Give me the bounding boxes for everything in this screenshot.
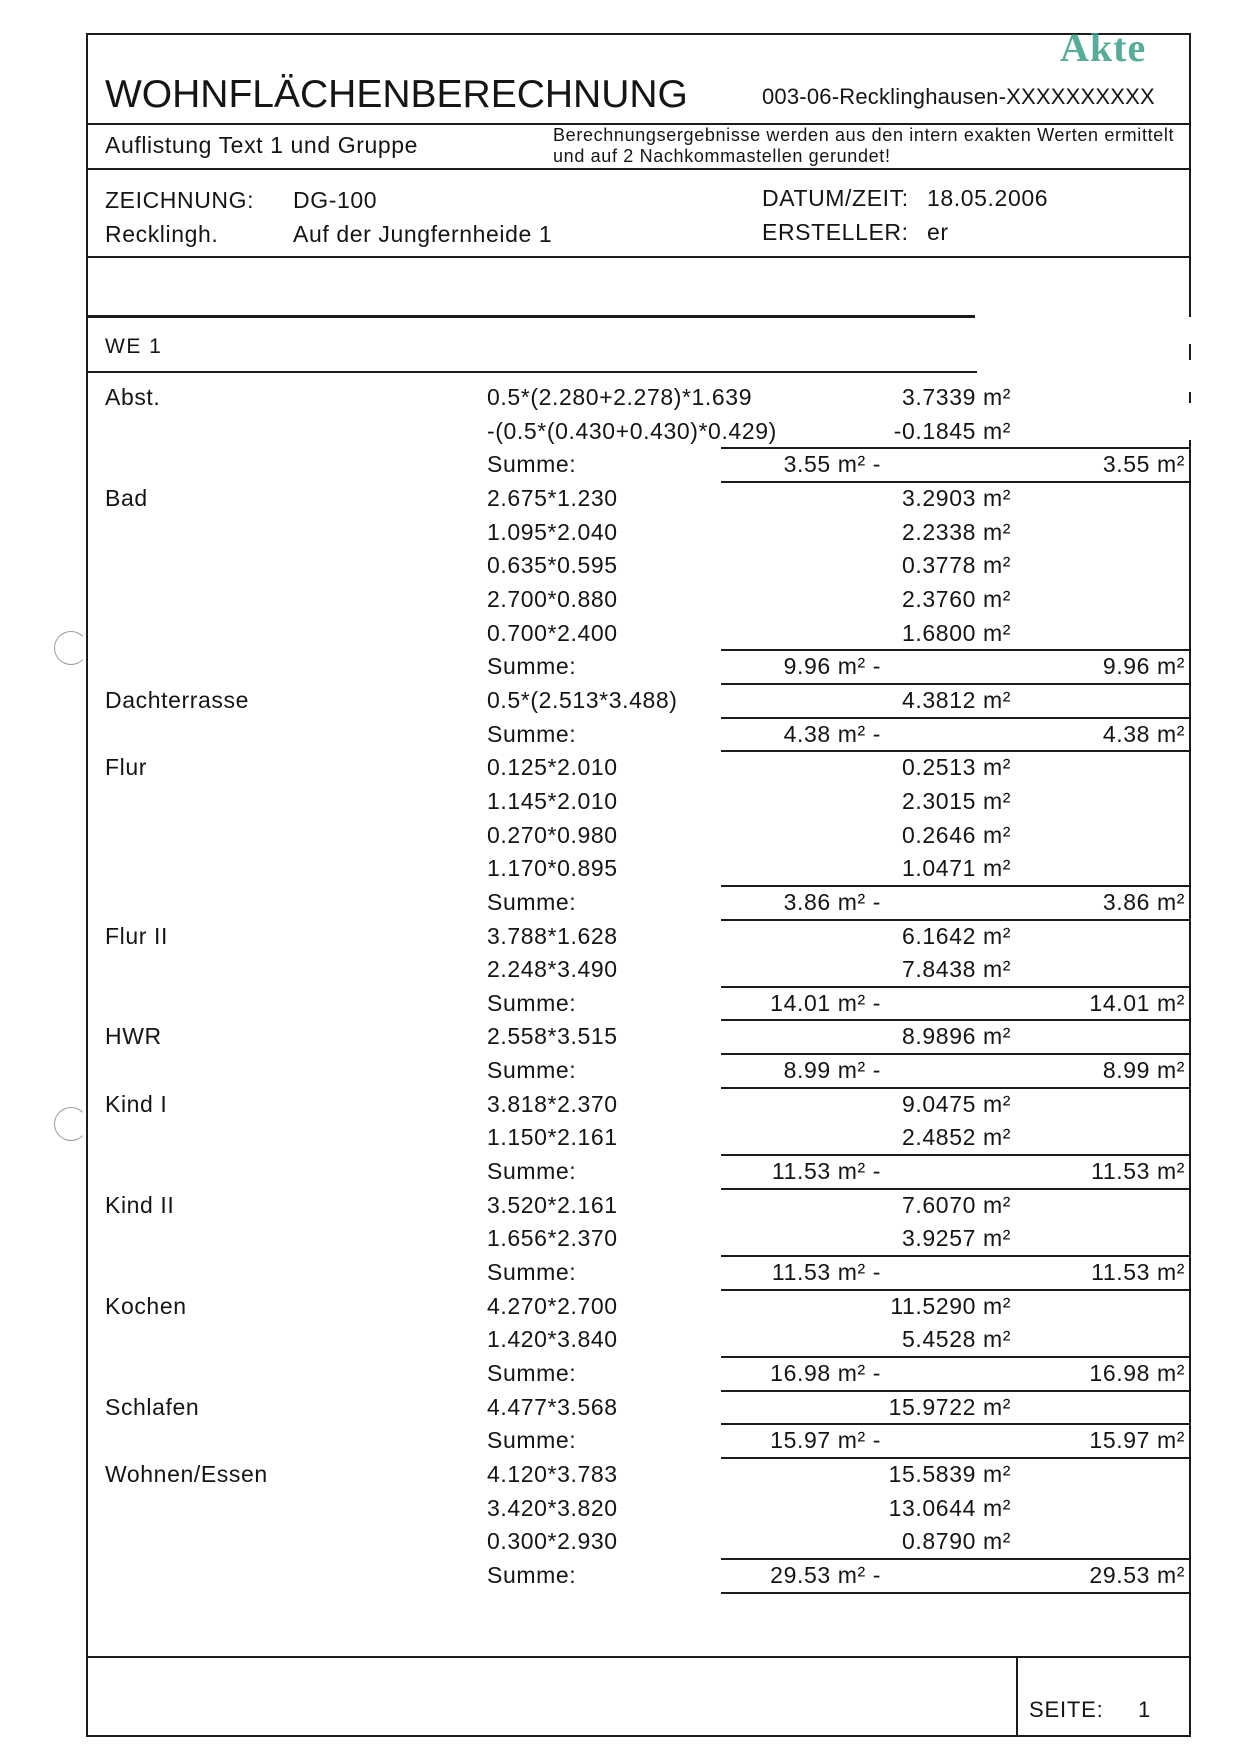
page-label: SEITE: [1029,1697,1104,1722]
partial-area: 15.9722 m² [888,1393,1011,1420]
partial-area: 0.3778 m² [902,552,1011,579]
room-total: 11.53 m² [1091,1158,1185,1185]
calc-row [0,751,1240,785]
drawing-label: ZEICHNUNG: [105,187,255,213]
subtitle: Auflistung Text 1 und Gruppe [105,132,419,158]
calc-row [0,684,1240,718]
subtotal: 4.38 m² - [783,720,881,747]
room-name: Dachterrasse [105,686,249,713]
formula: 2.558*3.515 [487,1023,618,1050]
calc-row [0,1222,1240,1256]
calc-row [0,852,1240,886]
calc-row [0,1458,1240,1492]
footer-divider [87,1656,1191,1658]
partial-area: 1.6800 m² [902,619,1011,646]
sum-row [0,886,1240,920]
partial-area: 1.0471 m² [902,855,1011,882]
partial-area: 11.5290 m² [890,1292,1011,1319]
partial-area: 0.8790 m² [902,1528,1011,1555]
rounding-note-line-1: Berechnungsergebnisse werden aus den intern exakten Werten ermittelt [553,125,1175,145]
room-name: Wohnen/Essen [105,1461,268,1487]
calc-row [0,1020,1240,1054]
formula: 1.150*2.161 [487,1124,618,1151]
partial-area: 8.9896 m² [902,1023,1011,1050]
partial-area: 13.0644 m² [888,1494,1011,1521]
project-id: 003-06-Recklinghausen-XXXXXXXXXX [762,84,1155,109]
formula: 2.700*0.880 [487,585,618,612]
partial-area: -0.1845 m² [893,417,1011,444]
sum-label: Summe: [487,1057,577,1084]
partial-area: 2.4852 m² [902,1124,1011,1151]
calc-row [0,549,1240,583]
calc-row [0,516,1240,550]
info-divider [87,256,1191,258]
sum-label: Summe: [487,1427,577,1454]
formula: -(0.5*(0.430+0.430)*0.429) [487,417,777,444]
room-total: 4.38 m² [1102,720,1185,747]
subtotal: 11.53 m² - [771,1259,881,1286]
group-bottom-rule [87,371,977,373]
room-name: Kind II [105,1191,175,1218]
date-label: DATUM/ZEIT: [762,185,909,211]
room-total: 8.99 m² [1102,1057,1185,1084]
sum-label: Summe: [487,1360,577,1387]
location-label: Recklingh. [105,221,219,247]
room-name: Bad [105,484,148,511]
formula: 2.675*1.230 [487,484,618,511]
frame-bottom-border [87,1735,1191,1737]
sum-label: Summe: [487,1259,577,1286]
room-total: 29.53 m² [1089,1561,1185,1588]
room-total: 16.98 m² [1089,1360,1185,1387]
formula: 0.125*2.010 [487,754,618,781]
partial-area: 0.2513 m² [902,754,1011,781]
calc-row [0,920,1240,954]
formula: 1.095*2.040 [487,518,618,545]
room-total: 15.97 m² [1089,1427,1185,1454]
sum-row [0,718,1240,752]
formula: 4.477*3.568 [487,1393,618,1420]
subtotal: 16.98 m² - [770,1360,881,1387]
calc-row [0,1323,1240,1357]
frame-right-border-upper [1189,33,1191,317]
sum-row [0,448,1240,482]
calc-row [0,819,1240,853]
room-total: 11.53 m² [1091,1259,1185,1286]
document-title: WOHNFLÄCHENBERECHNUNG [105,73,688,116]
room-total: 9.96 m² [1102,653,1185,680]
sum-label: Summe: [487,989,577,1016]
partial-area: 2.2338 m² [902,518,1011,545]
frame-right-tick [1189,344,1191,360]
sum-label: Summe: [487,1561,577,1588]
room-name: Kind I [105,1090,168,1117]
sum-row [0,1155,1240,1189]
subtotal: 9.96 m² - [783,653,881,680]
author-value: er [927,219,949,245]
calculation-table [0,381,1240,1593]
sum-label: Summe: [487,451,577,478]
formula: 3.420*3.820 [487,1494,618,1521]
formula: 0.270*0.980 [487,821,618,848]
formula: 3.818*2.370 [487,1090,618,1117]
subtotal: 3.55 m² - [783,451,881,478]
sum-row [0,1357,1240,1391]
formula: 0.5*(2.280+2.278)*1.639 [487,384,753,410]
room-name: Flur II [105,922,168,949]
room-total: 3.86 m² [1102,888,1185,915]
sum-row [0,1559,1240,1593]
calc-row [0,583,1240,617]
calc-row [0,1189,1240,1223]
partial-area: 3.9257 m² [902,1225,1011,1252]
formula: 4.270*2.700 [487,1292,618,1319]
subtotal: 14.01 m² - [770,989,881,1016]
partial-area: 2.3760 m² [902,585,1011,612]
formula: 0.635*0.595 [487,552,618,579]
author-label: ERSTELLER: [762,219,909,245]
room-name: HWR [105,1023,162,1050]
partial-area: 6.1642 m² [902,922,1011,949]
partial-area: 2.3015 m² [902,787,1011,814]
group-label: WE 1 [105,335,163,358]
formula: 1.420*3.840 [487,1326,618,1353]
frame-top-border [87,33,1191,35]
sum-row [0,650,1240,684]
partial-area: 4.3812 m² [902,686,1011,713]
calc-row [0,1492,1240,1526]
calc-row [0,1121,1240,1155]
formula: 0.300*2.930 [487,1528,618,1555]
subtitle-divider [87,168,1191,170]
partial-area: 5.4528 m² [902,1326,1011,1353]
page-number: 1 [1138,1697,1152,1722]
partial-area: 7.6070 m² [902,1191,1011,1218]
subtotal: 8.99 m² - [783,1057,881,1084]
room-total: 3.55 m² [1102,451,1185,478]
sum-row [0,1256,1240,1290]
partial-area: 3.2903 m² [902,484,1011,511]
formula: 1.170*0.895 [487,855,618,882]
sum-label: Summe: [487,1158,577,1185]
sum-row [0,1054,1240,1088]
calc-row [0,482,1240,516]
sum-label: Summe: [487,653,577,680]
sum-row [0,1424,1240,1458]
subtotal: 15.97 m² - [770,1427,881,1454]
room-name: Schlafen [105,1393,200,1420]
calc-row [0,1088,1240,1122]
partial-area: 7.8438 m² [902,956,1011,983]
partial-area: 0.2646 m² [902,821,1011,848]
room-total: 14.01 m² [1089,989,1185,1016]
location-value: Auf der Jungfernheide 1 [293,221,553,247]
date-value: 18.05.2006 [927,185,1049,211]
calc-row [0,1391,1240,1425]
partial-area: 3.7339 m² [902,384,1011,410]
room-name: Flur [105,754,148,781]
calc-row [0,617,1240,651]
formula: 4.120*3.783 [487,1461,618,1487]
subtotal: 11.53 m² - [771,1158,881,1185]
sum-label: Summe: [487,720,577,747]
subtotal: 3.86 m² - [783,888,881,915]
formula: 3.788*1.628 [487,922,618,949]
drawing-value: DG-100 [293,187,378,213]
calc-row [0,415,1240,449]
formula: 1.656*2.370 [487,1225,618,1252]
partial-area: 9.0475 m² [902,1090,1011,1117]
formula: 3.520*2.161 [487,1191,618,1218]
sum-label: Summe: [487,888,577,915]
formula: 2.248*3.490 [487,956,618,983]
akte-stamp: Akte [1060,25,1147,70]
group-top-rule [87,315,975,318]
calc-row [0,1290,1240,1324]
calc-row [0,1525,1240,1559]
calc-row [0,381,1240,415]
partial-area: 15.5839 m² [888,1461,1011,1487]
rounding-note-line-2: und auf 2 Nachkommastellen gerundet! [553,146,891,166]
formula: 1.145*2.010 [487,787,618,814]
formula: 0.5*(2.513*3.488) [487,686,678,713]
subtotal: 29.53 m² - [770,1561,881,1588]
calc-row [0,785,1240,819]
formula: 0.700*2.400 [487,619,618,646]
sum-row [0,987,1240,1021]
calc-row [0,953,1240,987]
page-box-divider [1016,1657,1018,1736]
room-name: Kochen [105,1292,187,1319]
room-name: Abst. [105,384,161,410]
